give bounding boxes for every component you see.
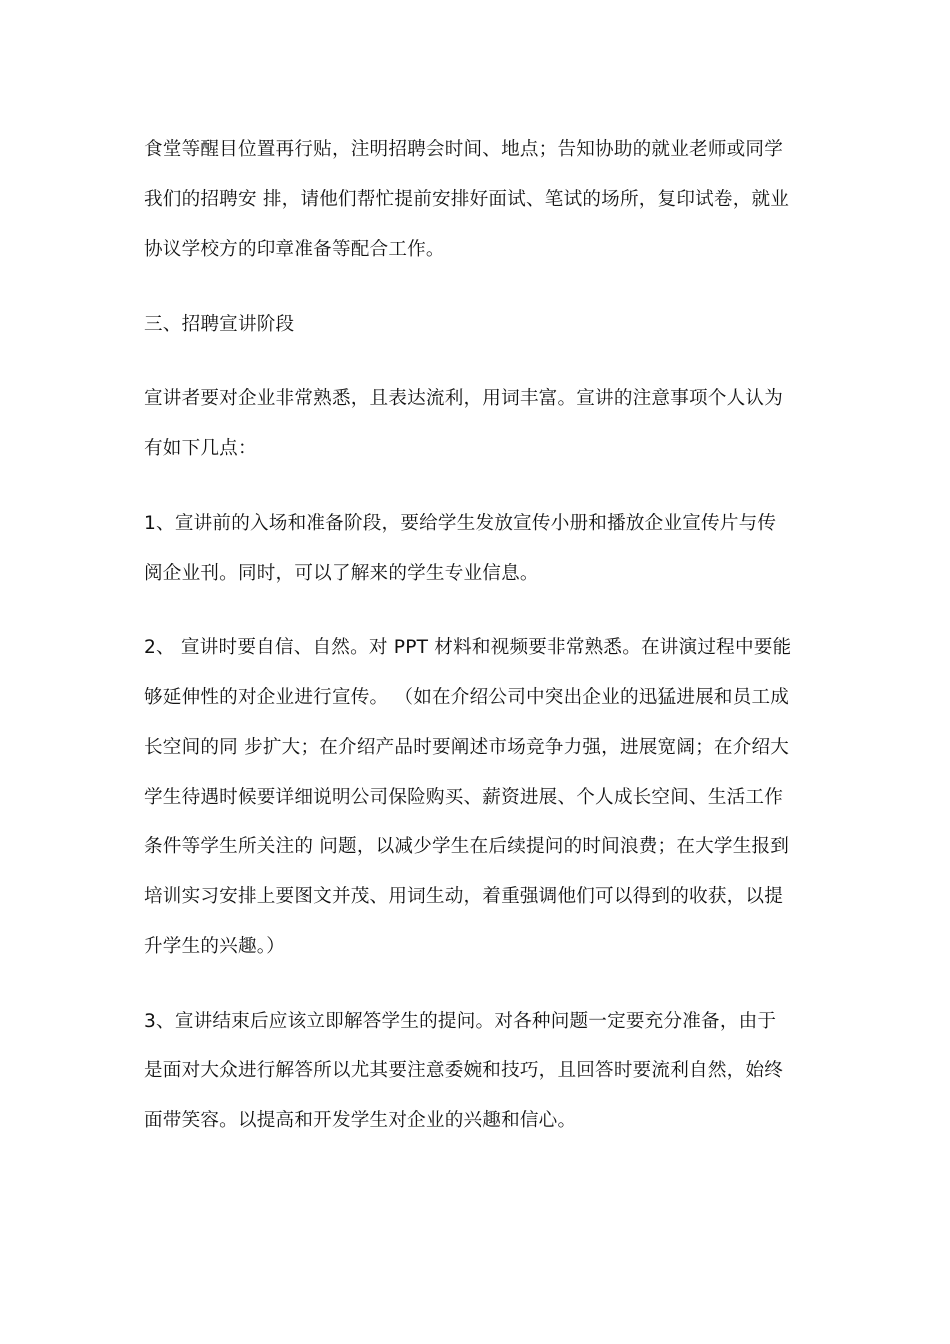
list-item-line: 学生待遇时候要详细说明公司保险购买、薪资进展、个人成长空间、生活工作 [144, 787, 783, 808]
list-item-line: 2、 宣讲时要自信、自然。对 PPT 材料和视频要非常熟悉。在讲演过程中要能 [144, 637, 792, 658]
paragraph-line: 食堂等醒目位置再行贴，注明招聘会时间、地点；告知协助的就业老师或同学 [144, 139, 783, 160]
paragraph-line: 宣讲者要对企业非常熟悉，且表达流利，用词丰富。宣讲的注意事项个人认为 [144, 388, 783, 409]
list-item-line: 面带笑容。以提高和开发学生对企业的兴趣和信心。 [144, 1110, 577, 1131]
section-heading: 三、招聘宣讲阶段 [144, 314, 295, 335]
paragraph-line: 协议学校方的印章准备等配合工作。 [144, 239, 445, 260]
list-item-line: 长空间的同 步扩大；在介绍产品时要阐述市场竞争力强，进展宽阔；在介绍大 [144, 737, 790, 758]
list-item-line: 阅企业刊。同时，可以了解来的学生专业信息。 [144, 563, 539, 584]
list-item-line: 条件等学生所关注的 问题，以减少学生在后续提问的时间浪费；在大学生报到 [144, 836, 790, 857]
paragraph-line: 我们的招聘安 排，请他们帮忙提前安排好面试、笔试的场所，复印试卷，就业 [144, 189, 790, 210]
paragraph-line: 有如下几点： [144, 438, 257, 459]
list-item-line: 够延伸性的对企业进行宣传。 （如在介绍公司中突出企业的迅猛进展和员工成 [144, 687, 790, 708]
list-item-line: 1、宣讲前的入场和准备阶段，要给学生发放宣传小册和播放企业宣传片与传 [144, 513, 777, 534]
list-item-line: 培训实习安排上要图文并茂、用词生动，着重强调他们可以得到的收获，以提 [144, 886, 783, 907]
list-item-line: 3、宣讲结束后应该立即解答学生的提问。对各种问题一定要充分准备，由于 [144, 1011, 777, 1032]
list-item-line: 是面对大众进行解答所以尤其要注意委婉和技巧，且回答时要流利自然，始终 [144, 1060, 783, 1081]
list-item-line: 升学生的兴趣。） [144, 936, 286, 957]
